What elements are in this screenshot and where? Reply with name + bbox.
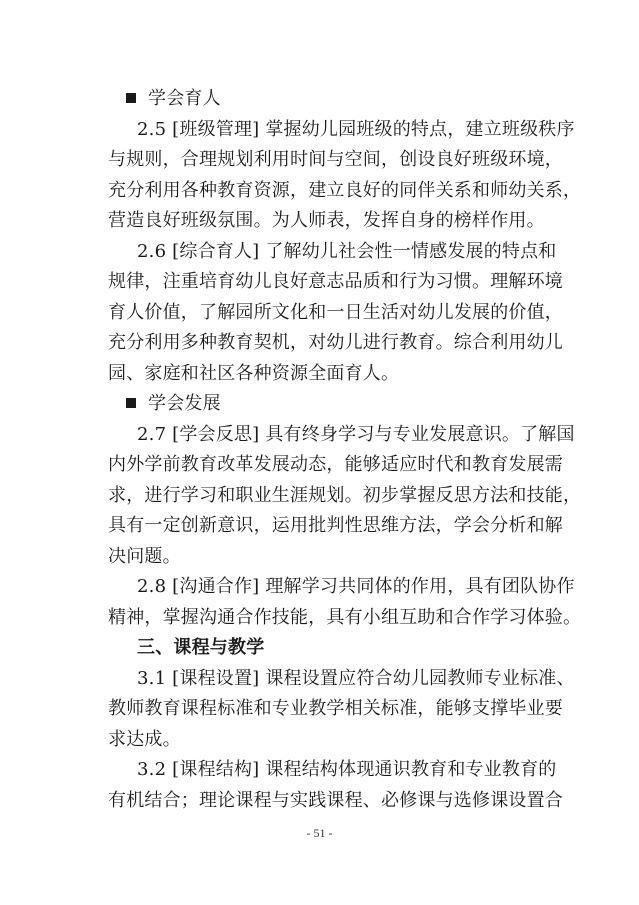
text-line: 内外学前教育改革发展动态，能够适应时代和教育发展需 bbox=[108, 454, 563, 475]
text-line: 充分利用各种教育资源，建立良好的同伴关系和师幼关系， bbox=[108, 179, 582, 201]
document-page bbox=[108, 84, 582, 816]
text-line: 2.7 [学会反思] 具有终身学习与专业发展意识。了解国 bbox=[137, 423, 575, 445]
paragraph-2-5 bbox=[108, 115, 582, 237]
section-heading-curriculum: 三、课程与教学 bbox=[137, 637, 265, 658]
text-line: 精神，掌握沟通合作技能，具有小组互助和合作学习体验。 bbox=[108, 606, 582, 628]
text-line: 具有一定创新意识，运用批判性思维方法，学会分析和解 bbox=[108, 515, 563, 536]
text-line: 充分利用多种教育契机，对幼儿进行教育。综合利用幼儿 bbox=[108, 332, 563, 353]
paragraph-2-7 bbox=[108, 420, 582, 573]
text-line: 2.5 [班级管理] 掌握幼儿园班级的特点，建立班级秩序 bbox=[137, 118, 575, 140]
text-line: 园、家庭和社区各种资源全面育人。 bbox=[108, 362, 400, 384]
paragraph-3-2 bbox=[108, 755, 563, 816]
section-bullet-learn-develop bbox=[108, 389, 548, 420]
square-bullet-icon bbox=[126, 93, 136, 103]
text-line: 3.1 [课程设置] 课程设置应符合幼儿园教师专业标准、 bbox=[137, 667, 575, 689]
text-line: 教师教育课程标准和专业教学相关标准，能够支撑毕业要 bbox=[108, 698, 563, 719]
section-bullet-learn-educate bbox=[108, 84, 548, 115]
square-bullet-icon bbox=[126, 398, 136, 408]
text-line: 有机结合；理论课程与实践课程、必修课与选修课设置合 bbox=[108, 789, 563, 811]
text-line: 决问题。 bbox=[108, 545, 181, 567]
text-line: 与规则，合理规划利用时间与空间，创设良好班级环境， bbox=[108, 149, 563, 170]
paragraph-2-8 bbox=[108, 572, 582, 633]
paragraph-3-1 bbox=[108, 664, 575, 756]
text-line: 2.8 [沟通合作] 理解学习共同体的作用，具有团队协作 bbox=[137, 576, 575, 597]
text-line: 3.2 [课程结构] 课程结构体现通识教育和专业教育的 bbox=[137, 759, 557, 780]
page-number: - 51 - bbox=[306, 826, 333, 840]
text-line: 求达成。 bbox=[108, 728, 181, 750]
paragraph-2-6 bbox=[108, 237, 563, 390]
text-line: 规律，注重培育幼儿良好意志品质和行为习惯。理解环境 bbox=[108, 271, 563, 292]
text-line: 求，进行学习和职业生涯规划。初步掌握反思方法和技能， bbox=[108, 484, 582, 506]
section-title: 学会发展 bbox=[148, 393, 221, 414]
text-line: 育人价值，了解园所文化和一日生活对幼儿发展的价值， bbox=[108, 301, 563, 323]
text-line: 营造良好班级氛围。为人师表，发挥自身的榜样作用。 bbox=[108, 210, 545, 231]
section-title: 学会育人 bbox=[148, 88, 221, 109]
text-line: 2.6 [综合育人] 了解幼儿社会性一情感发展的特点和 bbox=[137, 240, 557, 262]
